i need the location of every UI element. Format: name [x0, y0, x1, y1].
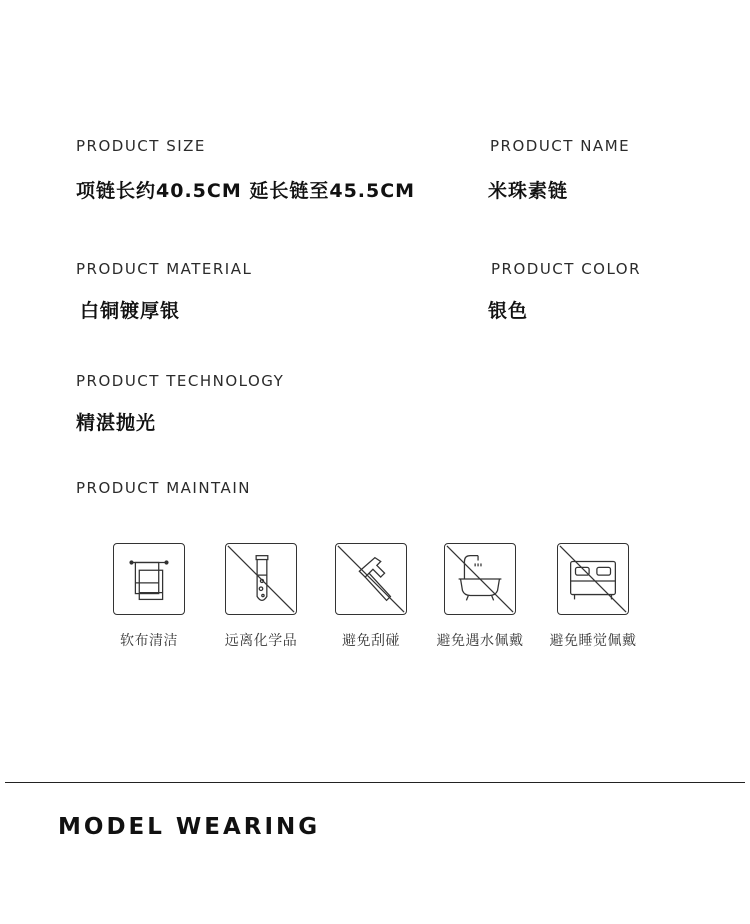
size-value: 项链长约40.5CM 延长链至45.5CM — [76, 180, 416, 202]
technology-label: PRODUCT TECHNOLOGY — [76, 372, 285, 390]
size-label: PRODUCT SIZE — [76, 137, 206, 155]
name-label: PRODUCT NAME — [490, 137, 631, 155]
no-hammer-icon — [335, 543, 407, 615]
name-value: 米珠素链 — [488, 180, 569, 202]
color-value: 银色 — [488, 300, 529, 322]
care-caption: 避免刮碰 — [342, 633, 400, 649]
material-value: 白铜镀厚银 — [80, 300, 181, 322]
technology-value: 精湛抛光 — [76, 412, 157, 434]
care-caption: 远离化学品 — [224, 633, 298, 649]
maintain-label: PRODUCT MAINTAIN — [76, 479, 251, 497]
color-label: PRODUCT COLOR — [491, 260, 642, 278]
no-chemicals-icon — [225, 543, 297, 615]
care-caption: 避免睡觉佩戴 — [549, 633, 637, 649]
care-caption: 避免遇水佩戴 — [436, 633, 524, 649]
no-bath-icon — [444, 543, 516, 615]
material-label: PRODUCT MATERIAL — [76, 260, 253, 278]
towel-icon — [113, 543, 185, 615]
section-divider — [5, 782, 745, 783]
no-bed-icon — [557, 543, 629, 615]
care-caption: 软布清洁 — [120, 633, 178, 649]
care-item-bed — [518, 543, 668, 650]
model-wearing-title: MODEL WEARING — [58, 814, 321, 840]
